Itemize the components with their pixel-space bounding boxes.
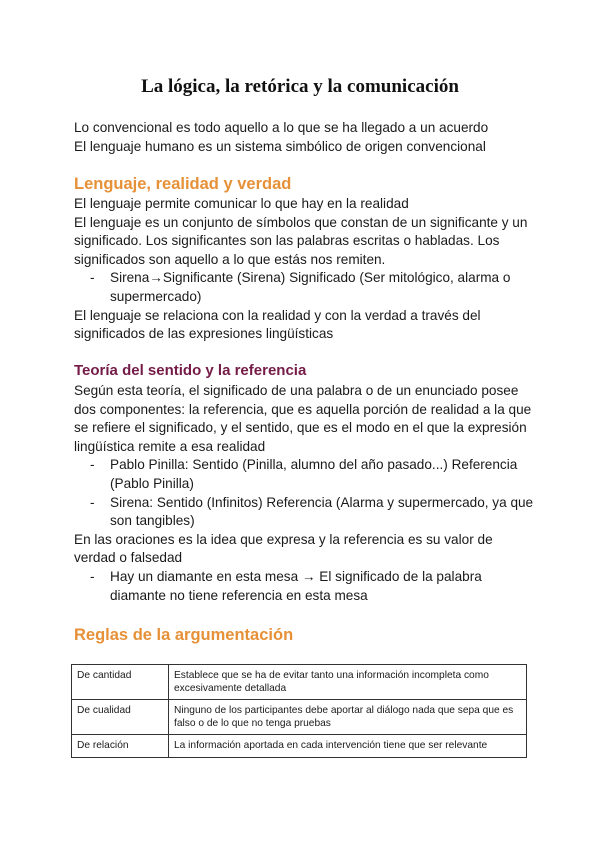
table-row bbox=[72, 700, 527, 735]
dash-bullet-icon: - bbox=[90, 457, 95, 473]
rules-table bbox=[71, 664, 527, 758]
bullet-list bbox=[74, 269, 534, 306]
page-title: La lógica, la retórica y la comunicación bbox=[141, 76, 459, 97]
table-cell-rule-description: Ninguno de los participantes debe aportar al diálogo nada que sepa que es falso o de lo que no tenga pruebas bbox=[169, 700, 527, 735]
list-item bbox=[74, 269, 534, 306]
paragraph: En las oraciones es la idea que expresa y la referencia es su valor de verdad o falsedad bbox=[74, 531, 493, 566]
bullet-list bbox=[74, 568, 534, 605]
table-row bbox=[72, 665, 527, 700]
section-heading-lenguaje: Lenguaje, realidad y verdad bbox=[74, 175, 292, 193]
intro-line-2: El lenguaje humano es un sistema simbólico de origen convencional bbox=[74, 138, 486, 154]
paragraph: El lenguaje es un conjunto de símbolos que constan de un significante y un significado. Los significantes son las palabras escritas o habladas. Los significados son aquello a lo que estás nos remiten. bbox=[74, 214, 528, 267]
section-heading-reglas: Reglas de la argumentación bbox=[74, 626, 294, 644]
list-item-text: Sirena: Sentido (Infinitos) Referencia (Alarma y supermercado, ya que son tangibles) bbox=[110, 494, 534, 529]
dash-bullet-icon: - bbox=[90, 568, 95, 584]
table-cell-rule-description: La información aportada en cada intervención tiene que ser relevante bbox=[169, 735, 527, 758]
dash-bullet-icon: - bbox=[90, 270, 95, 286]
section-heading-teoria: Teoría del sentido y la referencia bbox=[74, 362, 307, 379]
section-lenguaje-body bbox=[74, 195, 534, 344]
table-row bbox=[72, 735, 527, 758]
intro-line-1: Lo convencional es todo aquello a lo que se ha llegado a un acuerdo bbox=[74, 120, 489, 135]
list-item bbox=[74, 456, 534, 493]
intro-block bbox=[74, 119, 534, 156]
paragraph: El lenguaje se relaciona con la realidad y con la verdad a través del significados de las expresiones lingüísticas bbox=[74, 307, 481, 342]
dash-bullet-icon: - bbox=[90, 494, 95, 510]
list-item-text: Sirena→Significante (Sirena) Significado (Ser mitológico, alarma o supermercado) bbox=[110, 270, 511, 304]
section-teoria-body bbox=[74, 382, 534, 605]
paragraph: El lenguaje permite comunicar lo que hay en la realidad bbox=[74, 196, 409, 211]
table-cell-rule-name: De relación bbox=[72, 735, 169, 758]
bullet-list bbox=[74, 456, 534, 530]
table-cell-rule-name: De cualidad bbox=[72, 700, 169, 735]
list-item-text: Hay un diamante en esta mesa → El significado de la palabra diamante no tiene referencia en esta mesa bbox=[110, 568, 482, 603]
table-cell-rule-description: Establece que se ha de evitar tanto una información incompleta como excesivamente detallada bbox=[169, 665, 527, 700]
list-item-text: Pablo Pinilla: Sentido (Pinilla, alumno del año pasado...) Referencia (Pablo Pinilla) bbox=[110, 457, 518, 491]
paragraph: Según esta teoría, el significado de una palabra o de un enunciado posee dos componentes: la referencia, que es aquella porción de realidad a la que se refiere el significado, y el sentido, que es el modo en el que la expresión lingüística remite a esa realidad bbox=[74, 383, 532, 454]
list-item bbox=[74, 494, 534, 531]
list-item bbox=[74, 568, 534, 605]
table-cell-rule-name: De cantidad bbox=[72, 665, 169, 700]
